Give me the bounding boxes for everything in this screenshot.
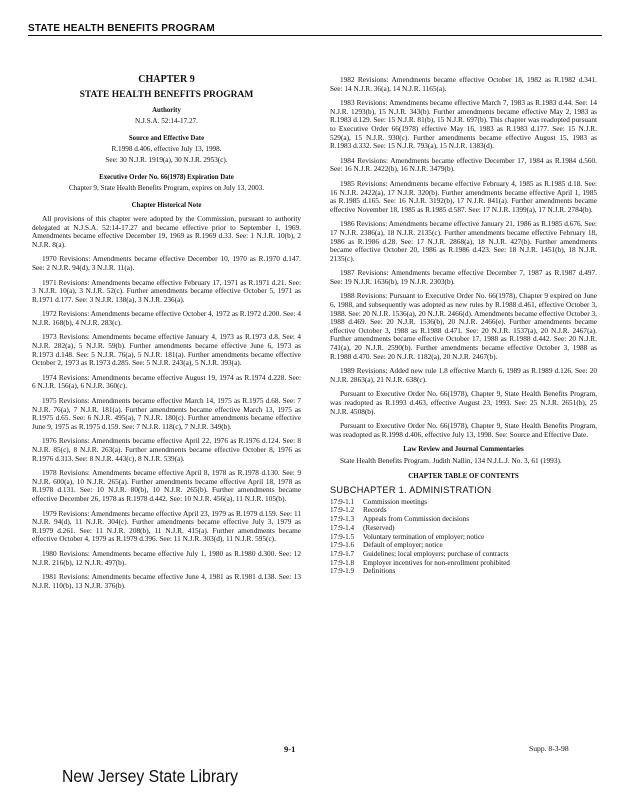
toc-list <box>330 498 597 576</box>
toc-entry[interactable] <box>330 524 597 533</box>
toc-entry-number: 17:9-1.3 <box>330 515 355 524</box>
running-head: STATE HEALTH BENEFITS PROGRAM <box>28 23 602 36</box>
toc-entry-number: 17:9-1.6 <box>330 541 355 550</box>
toc-entry-title: Appeals from Commission decisions <box>363 515 470 524</box>
toc-entry-title: Guidelines; local employers; purchase of contracts <box>363 549 509 558</box>
law-review-heading: Law Review and Journal Commentaries <box>403 445 524 454</box>
right-column <box>330 76 597 576</box>
toc-entry[interactable] <box>330 550 597 559</box>
executive-order-label: Executive Order No. 66(1978) Expiration Date <box>99 174 234 182</box>
historical-paragraph: 1989 Revisions: Added new rule 1.8 effective March 6, 1989 as R.1989 d.126. See: 20 N.J.R. 2863(a), 21 N.J.R. 638(c). <box>330 366 597 384</box>
subchapter-title: SUBCHAPTER 1. ADMINISTRATION <box>330 485 492 496</box>
historical-paragraph: 1976 Revisions: Amendments became effective April 22, 1976 as R.1976 d.124. See: 8 N.J.R. 85(c), 8 N.J.R. 263(a). Further amendments became effective October 8, 1976 as R.1976 d.313. See: 8 N.J.R. 443(c), 8 N.J.R. 539(a). <box>32 436 301 463</box>
toc-entry[interactable] <box>330 559 597 568</box>
source-line: See: 30 N.J.R. 1919(a), 30 N.J.R. 2953(c). <box>105 155 228 164</box>
historical-paragraph: 1986 Revisions: Amendments became effective January 21, 1986 as R.1985 d.676. See: 17 N.J.R. 2386(a), 18 N.J.R. 2135(c). Further amendments became effective February 18, 1986 as R.1986 d.28. See: 17 N.J.R. 2868(a), 18 N.J.R. 427(b). Further amendments became effective October 20, 1986 as R.1986 d.423. See: 18 N.J.R. 1451(b), 18 N.J.R. 2135(c). <box>330 219 597 263</box>
historical-paragraph: 1987 Revisions: Amendments became effective December 7, 1987 as R.1987 d.497. See: 19 N.J.R. 1636(b), 19 N.J.R. 2303(b). <box>330 268 597 286</box>
toc-heading: CHAPTER TABLE OF CONTENTS <box>408 471 519 480</box>
historical-paragraph: 1972 Revisions: Amendments became effective October 4, 1972 as R.1972 d.200. See: 4 N.J.R. 168(b), 4 N.J.R. 283(c). <box>32 309 301 327</box>
historical-paragraph: Pursuant to Executive Order No. 66(1978), Chapter 9, State Health Benefits Program, was readopted as R.1993 d.463, effective August 23, 1993. See: 25 N.J.R. 2651(b), 25 N.J.R. 4508(b). <box>330 389 597 416</box>
toc-entry[interactable] <box>330 498 597 507</box>
toc-entry[interactable] <box>330 567 597 576</box>
executive-order-text: Chapter 9, State Health Benefits Program, expires on July 13, 2003. <box>68 183 265 192</box>
toc-entry-title: Employer incentives for non-enrollment prohibited <box>363 558 510 567</box>
toc-entry-number: 17:9-1.9 <box>330 567 355 576</box>
toc-entry-title: (Reserved) <box>363 523 395 532</box>
source-label: Source and Effective Date <box>128 135 205 143</box>
toc-entry[interactable] <box>330 515 597 524</box>
toc-entry-number: 17:9-1.8 <box>330 558 355 567</box>
toc-entry[interactable] <box>330 506 597 515</box>
toc-entry-number: 17:9-1.5 <box>330 532 355 541</box>
historical-paragraph: 1981 Revisions: Amendments became effective June 4, 1981 as R.1981 d.138. See: 13 N.J.R. 110(b), 13 N.J.R. 376(b). <box>32 572 301 590</box>
toc-entry-number: 17:9-1.2 <box>330 506 355 515</box>
historical-paragraph: 1973 Revisions: Amendments became effective January 4, 1973 as R.1973 d.8. See: 4 N.J.R. 282(a), 5 N.J.R. 59(b). Further amendments became effective June 6, 1973 as R.1973 d.148. See: 5 N.J.R. 76(a), 5 N.J.R. 181(a). Further amendments became effective October 2, 1973 as R.1973 d.285. See: 5 N.J.R. 243(a), 5 N.J.R. 393(a). <box>32 332 301 368</box>
law-review-text: State Health Benefits Program. Judith Nallin, 134 N.J.L.J. No. 3, 61 (1993). <box>340 455 562 465</box>
historical-paragraph: 1971 Revisions: Amendments became effective February 17, 1971 as R.1971 d.21. See: 3 N.J.R. 10(a), 3 N.J.R. 52(c). Further amendments became effective October 5, 1971 as R.1971 d.177. See: 3 N.J.R. 138(a), 3 N.J.R. 236(a). <box>32 277 301 304</box>
historical-paragraph: 1980 Revisions: Amendments became effective July 1, 1980 as R.1980 d.300. See: 12 N.J.R. 216(b), 12 N.J.R. 497(b). <box>32 548 301 567</box>
left-column <box>32 76 301 596</box>
toc-entry-title: Commission meetings <box>363 497 428 506</box>
toc-entry-title: Voluntary termination of employer; notice <box>363 532 485 541</box>
historical-paragraph: 1970 Revisions: Amendments became effective December 10, 1970 as R.1970 d.147. See: 2 N.J.R. 94(d), 3 N.J.R. 11(a). <box>32 254 301 272</box>
chapter-number: CHAPTER 9 <box>138 74 195 85</box>
historical-paragraph: 1984 Revisions: Amendments became effective December 17, 1984 as R.1984 d.560. See: 16 N.J.R. 2422(b), 16 N.J.R. 3479(b). <box>330 155 597 174</box>
historical-paragraph: Pursuant to Executive Order No. 66(1978), Chapter 9, State Health Benefits Program, was readopted as R.1998 d.406, effective July 13, 1998. See: Source and Effective Date. <box>330 421 597 439</box>
library-stamp: New Jersey State Library <box>62 766 238 786</box>
authority-text: N.J.S.A. 52:14-17.27. <box>135 116 198 125</box>
toc-entry-number: 17:9-1.1 <box>330 497 355 506</box>
toc-entry-title: Records <box>363 506 387 515</box>
historical-paragraph: All provisions of this chapter were adopted by the Commission, pursuant to authority delegated at N.J.S.A. 52:14-17.27 and became effective prior to September 1, 1969. Amendments became effective December 19, 1969 as R.1969 d.33. See: 1 N.J.R. 10(b), 2 N.J.R. 8(a). <box>32 213 301 249</box>
historical-paragraph: 1982 Revisions: Amendments became effective October 18, 1982 as R.1982 d.341. See: 14 N.J.R. 36(a), 14 N.J.R. 1165(a). <box>330 75 597 93</box>
toc-entry-title: Default of employer; notice <box>363 541 443 550</box>
historical-paragraph: 1974 Revisions: Amendments became effective August 19, 1974 as R.1974 d.228. See: 6 N.J.R. 156(a), 6 N.J.R. 360(c). <box>32 372 301 391</box>
toc-entry[interactable] <box>330 533 597 542</box>
toc-entry-number: 17:9-1.4 <box>330 523 355 532</box>
authority-label: Authority <box>152 107 181 115</box>
page-number: 9-1 <box>284 744 296 754</box>
historical-paragraph: 1979 Revisions: Amendments became effective April 23, 1979 as R.1979 d.159. See: 11 N.J.R. 94(d), 11 N.J.R. 304(c). Further amendments became effective July 3, 1979 as R.1979 d.261. See: 11 N.J.R. 208(b), 11 N.J.R. 415(a). Further amendments became effective October 4, 1979 as R.1979 d.396. See: 11 N.J.R. 303(d), 11 N.J.R. 595(c). <box>32 508 301 544</box>
historical-paragraph: 1975 Revisions: Amendments became effective March 14, 1975 as R.1975 d.68. See: 7 N.J.R. 76(a), 7 N.J.R. 181(a). Further amendments became effective March 13, 1975 as R.1975 d.65. See: 6 N.J.R. 495(a), 7 N.J.R. 180(c). Further amendments became effective June 9, 1975 as R.1975 d.159. See: 7 N.J.R. 118(c), 7 N.J.R. 349(b). <box>32 396 301 431</box>
supplement-date: Supp. 8-3-98 <box>529 744 569 753</box>
historical-paragraph: 1988 Revisions: Pursuant to Executive Order No. 66(1978), Chapter 9 expired on June 6, 1988, and subsequently was adopted as new rules by R.1988 d.461, effective October 3, 1988. See: 20 N.J.R. 1536(a), 20 N.J.R. 2466(d). Amendments became effective October 3, 1988 d.469. See: 20 N.J.R. 1536(b), 20 N.J.R. 2466(e). Further amendments became effective October 3, 1988 as R.1988 d.471. See: 20 N.J.R. 1537(a), 20 N.J.R. 2467(a). Further amendments became effective October 17, 1988 as R.1988 d.442. See: 20 N.J.R. 741(a), 20 N.J.R. 2590(b). Further amendments became effective October 3, 1988 as R.1988 d.470. See: 20 N.J.R. 1182(a), 20 N.J.R. 2467(b). <box>330 291 597 361</box>
source-line: R.1998 d.406, effective July 13, 1998. <box>111 144 222 153</box>
chapter-title: STATE HEALTH BENEFITS PROGRAM <box>79 89 254 100</box>
historical-note-label: Chapter Historical Note <box>131 202 202 210</box>
toc-entry-number: 17:9-1.7 <box>330 549 355 558</box>
historical-paragraph: 1985 Revisions: Amendments became effective February 4, 1985 as R.1985 d.18. See: 16 N.J.R. 2422(a), 17 N.J.R. 320(b). Further amendments became effective April 1, 1985 as R.1985 d.165. See: 16 N.J.R. 3192(b), 17 N.J.R. 841(a). Further amendments became effective November 18, 1985 as R.1985 d.587. See: 17 N.J.R. 1399(a), 17 N.J.R. 2784(b). <box>330 178 597 214</box>
historical-paragraph: 1983 Revisions: Amendments became effective March 7, 1983 as R.1983 d.44. See: 14 N.J.R. 1293(b), 15 N.J.R. 343(b). Further amendments became effective May 2, 1983 as R.1983 d.129. See: 15 N.J.R. 81(b), 15 N.J.R. 697(b). This chapter was readopted pursuant to Executive Order 66(1978) effective May 16, 1983 as R.1983 d.177. See: 15 N.J.R. 529(a), 15 N.J.R. 930(c). Further amendments became effective August 15, 1983 as R.1983 d.332. See: 15 N.J.R. 793(a), 15 N.J.R. 1383(d). <box>330 98 597 151</box>
toc-entry-title: Definitions <box>363 567 396 576</box>
historical-paragraph: 1978 Revisions: Amendments became effective April 8, 1978 as R.1978 d.130. See: 9 N.J.R. 600(a), 10 N.J.R. 265(a). Further amendments became effective April 18, 1978 as R.1978 d.131. See: 10 N.J.R. 80(b), 10 N.J.R. 265(b). Further amendments became effective December 26, 1978 as R.1978 d.442. See: 10 N.J.R. 456(a), 11 N.J.R. 105(b). <box>32 468 301 503</box>
toc-entry[interactable] <box>330 541 597 550</box>
